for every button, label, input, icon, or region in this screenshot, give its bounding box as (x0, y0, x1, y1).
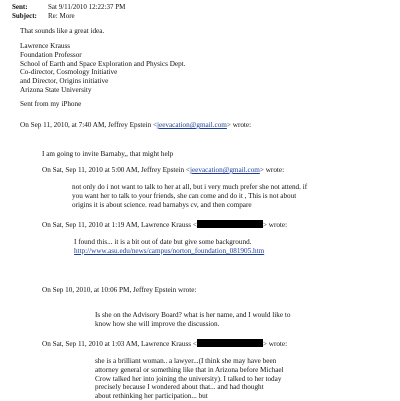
quote-header-text: On Sat, Sep 11, 2010 at 1:19 AM, Lawrence Krauss < (42, 221, 197, 229)
news-link[interactable]: http://www.asu.edu/news/campus/norton_foundation_081905.htm (74, 246, 265, 255)
quote-header-5 (42, 339, 287, 349)
quote-header-text: On Sep 11, 2010, at 7:40 AM, Jeffrey Epstein < (20, 121, 158, 129)
quote-body-1: I am going to invite Barnaby,, that might help (42, 150, 174, 158)
subject-label: Subject: (12, 12, 37, 20)
signature-line: Arizona State University (20, 85, 92, 94)
signature-line: Co-director, Cosmology Initiative (20, 68, 118, 77)
reply-body: That sounds like a great idea. (20, 27, 105, 35)
quote-header-text: > wrote: (262, 221, 288, 229)
sent-row (12, 3, 125, 11)
subject-row (12, 12, 75, 20)
quote-line: Crow talked her into joining the university). I talked to her today (95, 374, 282, 383)
signature-line: Lawrence Krauss (20, 42, 71, 50)
quote-line: she is a brilliant woman.. a lawyer...(I think she may have been (95, 357, 277, 365)
signature-block (20, 42, 185, 95)
quote-header-4: On Sep 10, 2010, at 10:06 PM, Jeffrey Epstein wrote: (42, 286, 197, 294)
signature-line: Foundation Professor (20, 50, 82, 59)
quote-line: you want her to talk to your friends, she can come and do it , This is not about (72, 191, 297, 200)
quote-line: Is she on the Advisory Board? what is her name, and I would like to (95, 311, 291, 319)
quote-header-2 (42, 166, 284, 175)
quote-body-2 (72, 183, 307, 209)
subject-value: Re: More (48, 12, 75, 20)
quote-header-3 (42, 220, 287, 230)
quote-line: about rethinking her participation... but (95, 392, 208, 401)
quote-body-4 (95, 311, 290, 329)
quote-header-text: > wrote: (226, 121, 252, 129)
quote-header-text: On Sat, Sep 11, 2010 at 5:00 AM, Jeffrey Epstein < (42, 166, 190, 174)
sent-from-iphone: Sent from my iPhone (20, 100, 82, 108)
quote-line: origins it is about science. read barnabys cv, and then compare (72, 200, 252, 209)
quote-line: know how she will improve the discussion. (95, 319, 220, 328)
quote-header-1 (20, 121, 251, 130)
email-link[interactable]: jeevacation@gmail.com (157, 121, 227, 129)
quote-header-text: > wrote: (259, 166, 285, 174)
sent-value: Sat 9/11/2010 12:22:37 PM (48, 3, 126, 11)
redaction-box (197, 220, 263, 228)
sent-label: Sent: (12, 3, 28, 11)
quote-line: I found this... it is a bit out of date but give some background. (74, 238, 252, 246)
quote-line: attorney general or something like that in Arizona before Michael (95, 365, 284, 374)
email-link[interactable]: jeevacation@gmail.com (190, 166, 260, 174)
quote-body-5 (95, 357, 284, 401)
quote-header-text: On Sat, Sep 11, 2010 at 1:03 AM, Lawrence Krauss < (42, 340, 197, 348)
quote-body-3 (74, 238, 264, 256)
redaction-box (197, 339, 263, 347)
quote-line: precisely because I wondered about that... and had thought (95, 383, 264, 392)
signature-line: School of Earth and Space Exploration and Physics Dept. (20, 59, 186, 68)
quote-line: not only do i not want to talk to her at all, but i very much prefer she not attend. if (72, 183, 308, 191)
quote-header-text: > wrote: (262, 340, 288, 348)
signature-line: and Director, Origins initiative (20, 77, 109, 86)
